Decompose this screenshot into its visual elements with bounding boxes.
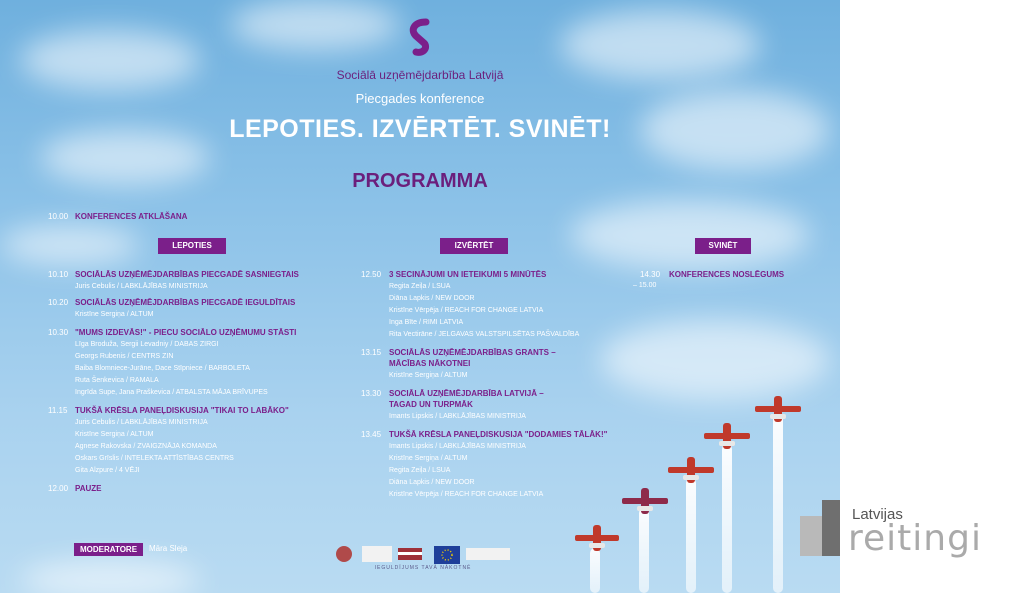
airplane-icon <box>622 488 668 518</box>
speaker: Georgs Rubenis / CENTRS ZIN <box>75 353 174 360</box>
agenda-title: TUKŠĀ KRĒSLA PANEĻDISKUSIJA "TIKAI TO LABĀKO" <box>75 406 289 415</box>
watermark-line2: reitingi <box>848 518 982 559</box>
airplane-icon <box>668 457 714 487</box>
agenda-title: PAUZE <box>75 484 102 493</box>
agenda-time: 10.30 <box>48 328 69 337</box>
speaker: Juris Cebulis / LABKLĀJĪBAS MINISTRIJA <box>75 419 208 426</box>
programme-heading: PROGRAMMA <box>352 170 488 192</box>
agenda-time: 13.30 <box>361 389 382 398</box>
agenda-item <box>361 348 556 358</box>
agenda-item <box>48 270 299 280</box>
watermark-logo-icon <box>800 500 844 558</box>
agenda-title: MĀCĪBAS NĀKOTNEI <box>389 359 471 368</box>
cloud <box>230 0 400 50</box>
agenda-item <box>48 328 296 338</box>
cloud <box>600 320 830 400</box>
opening-title: KONFERENCES ATKLĀŠANA <box>75 212 188 221</box>
moderator-badge: MODERATORE <box>74 543 143 556</box>
agenda-title: TAGAD UN TURPMĀK <box>389 400 473 409</box>
speaker: Inga Bīte / RIMI LATVIA <box>389 319 464 326</box>
agenda-item <box>48 298 295 308</box>
brand-logo-icon <box>404 18 436 62</box>
speaker: Imants Lipskis / LABKLĀJĪBAS MINISTRIJA <box>389 443 526 450</box>
cloud <box>570 200 810 270</box>
speaker: Kristīne Sergiņa / ALTUM <box>75 311 154 318</box>
speaker: Baiba Blomniece-Jurāne, Dace Stīpniece / BARBOLETA <box>75 365 250 372</box>
section-badge-svinet: SVINĒT <box>695 238 751 254</box>
agenda-title: SOCIĀLĀS UZŅĒMĒJDARBĪBAS PIECGADĒ IEGULDĪTAIS <box>75 298 296 307</box>
speaker: Diāna Lapkis / NEW DOOR <box>389 295 475 302</box>
organization-name: Sociālā uzņēmējdarbība Latvijā <box>336 68 504 82</box>
speaker: Ruta Šenkevica / RAMALA <box>75 377 159 384</box>
speaker: Kristīne Sergiņa / ALTUM <box>389 455 468 462</box>
agenda-title: SOCIĀLĀS UZŅĒMĒJDARBĪBAS PIECGADĒ SASNIEGTAIS <box>75 270 299 279</box>
agenda-time: 13.15 <box>361 348 382 357</box>
agenda-time: 14.30 <box>640 270 661 279</box>
agenda-time: 12.00 <box>48 484 69 493</box>
speaker: Oskars Grīslis / INTELEKTA ATTĪSTĪBAS CENTRS <box>75 455 234 462</box>
cloud <box>0 225 140 265</box>
speaker: Kristīne Vērpēja / REACH FOR CHANGE LATVIA <box>389 307 544 314</box>
airplane-icon <box>575 525 619 555</box>
smoke-trail <box>773 415 783 593</box>
agenda-item <box>361 389 544 399</box>
speaker: Ingrīda Supe, Jana Praškevica / ATBALSTA MĀJA BRĪVUPES <box>75 389 268 396</box>
speaker: Kristīne Sergiņa / ALTUM <box>389 372 468 379</box>
conference-subtitle: Piecgades konference <box>355 91 485 106</box>
agenda-title-line2 <box>389 400 473 410</box>
watermark-line1: Latvijas <box>852 506 903 523</box>
agenda-time-end: – 15.00 <box>633 282 657 289</box>
section-badge-izvertet: IZVĒRTĒT <box>440 238 508 254</box>
speaker: Rita Vectirāne / JELGAVAS VALSTSPILSĒTAS PAŠVALDĪBA <box>389 331 580 338</box>
speaker: Gita Alzpure / 4 VĒJI <box>75 467 140 474</box>
speaker: Regita Zeiļa / LSUA <box>389 283 451 290</box>
smoke-trail <box>722 444 732 593</box>
agenda-time: 11.15 <box>48 406 68 415</box>
airplane-icon <box>755 396 801 426</box>
speaker: Imants Lipskis / LABKLĀJĪBAS MINISTRIJA <box>389 413 526 420</box>
agenda-time: 10.20 <box>48 298 69 307</box>
speaker: Diāna Lapkis / NEW DOOR <box>389 479 475 486</box>
sponsor-tagline: IEGULDĪJUMS TAVĀ NĀKOTNĒ <box>374 565 472 571</box>
agenda-item <box>361 430 607 440</box>
agenda-title: SOCIĀLĀ UZŅĒMĒJDARBĪBA LATVIJĀ – <box>389 389 544 398</box>
agenda-time: 13.45 <box>361 430 382 439</box>
section-badge-lepoties: LEPOTIES <box>158 238 226 254</box>
airplane-icon <box>704 423 750 453</box>
opening-time: 10.00 <box>48 212 69 221</box>
smoke-trail <box>686 478 696 593</box>
agenda-title: 3 SECINĀJUMI UN IETEIKUMI 5 MINŪTĒS <box>389 270 547 279</box>
agenda-title: TUKŠĀ KRĒSLA PANEĻDISKUSIJA "DODAMIES TĀLĀK!" <box>389 430 608 439</box>
speaker: Kristīne Sergiņa / ALTUM <box>75 431 154 438</box>
speaker: Līga Broduža, Sergii Levadniy / DABAS ZIRGI <box>75 341 219 348</box>
agenda-title: SOCIĀLĀS UZŅĒMĒJDARBĪBAS GRANTS – <box>389 348 556 357</box>
speaker: Agnese Rakovska / ZVAIGZNĀJA KOMANDA <box>75 443 217 450</box>
agenda-time: 12.50 <box>361 270 382 279</box>
moderator-name: Māra Sleja <box>149 544 188 553</box>
cloud <box>20 560 200 593</box>
conference-headline: LEPOTIES. IZVĒRTĒT. SVINĒT! <box>229 115 611 143</box>
agenda-title-line2 <box>389 359 470 369</box>
speaker: Juris Cebulis / LABKLĀJĪBAS MINISTRIJA <box>75 283 208 290</box>
speaker: Kristīne Vērpēja / REACH FOR CHANGE LATVIA <box>389 491 544 498</box>
opening-row <box>48 212 187 222</box>
agenda-title: "MUMS IZDEVĀS!" - PIECU SOCIĀLO UZŅĒMUMU STĀSTI <box>75 328 297 337</box>
agenda-item <box>361 270 546 280</box>
agenda-title: KONFERENCES NOSLĒGUMS <box>669 270 785 279</box>
speaker: Regita Zeiļa / LSUA <box>389 467 451 474</box>
agenda-item <box>640 270 784 280</box>
agenda-time: 10.10 <box>48 270 69 279</box>
agenda-item <box>48 484 102 494</box>
smoke-trail <box>639 508 649 593</box>
agenda-item <box>48 406 289 416</box>
